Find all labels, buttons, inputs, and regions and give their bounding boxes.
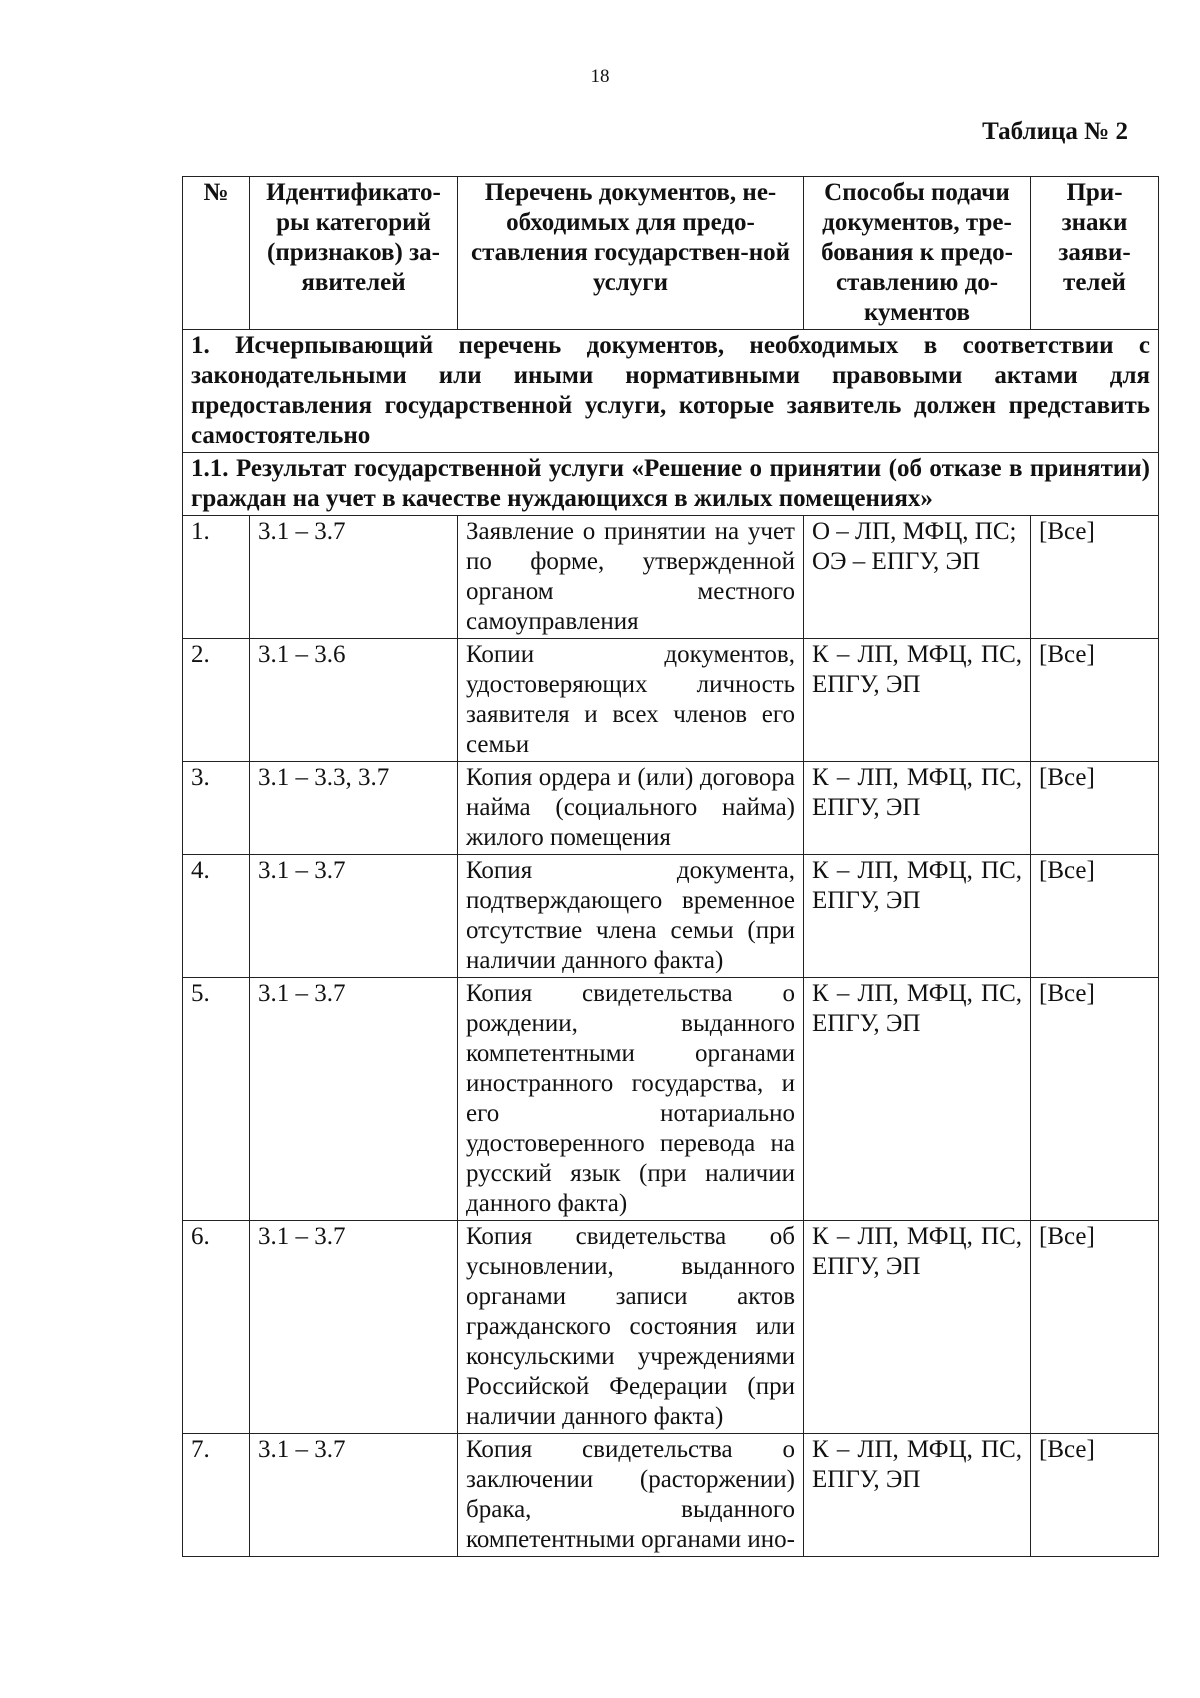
section-1-1-title: 1.1. Результат государственной услуги «Решение о принятии (об отказе в принятии) граждан на учет в качестве нуждающихся в жилых помещениях» xyxy=(183,453,1159,516)
row-methods: К – ЛП, МФЦ, ПС, ЕПГУ, ЭП xyxy=(804,978,1031,1221)
row-number: 6. xyxy=(183,1221,250,1434)
header-submission-methods: Способы подачи документов, тре-бования к предо-ставлению до-кументов xyxy=(804,177,1031,330)
table-row xyxy=(183,855,1159,978)
row-document: Заявление о принятии на учет по форме, утвержденной органом местного самоуправления xyxy=(458,516,804,639)
row-sign: [Все] xyxy=(1031,639,1159,762)
row-methods xyxy=(804,516,1031,639)
table-row xyxy=(183,516,1159,639)
row-sign: [Все] xyxy=(1031,1221,1159,1434)
row-ids: 3.1 – 3.3, 3.7 xyxy=(250,762,458,855)
row-document: Копии документов, удостоверяющих личность заявителя и всех членов его семьи xyxy=(458,639,804,762)
table-header-row xyxy=(183,177,1159,330)
row-ids: 3.1 – 3.6 xyxy=(250,639,458,762)
row-methods: К – ЛП, МФЦ, ПС, ЕПГУ, ЭП xyxy=(804,1434,1031,1557)
row-sign: [Все] xyxy=(1031,516,1159,639)
row-document: Копия ордера и (или) договора найма (социального найма) жилого помещения xyxy=(458,762,804,855)
row-number: 2. xyxy=(183,639,250,762)
row-number: 7. xyxy=(183,1434,250,1557)
row-method-line: ОЭ – ЕПГУ, ЭП xyxy=(812,548,981,575)
row-methods: К – ЛП, МФЦ, ПС, ЕПГУ, ЭП xyxy=(804,639,1031,762)
section-1-title: 1. Исчерпывающий перечень документов, необходимых в соответствии с законодательными или иными нормативными правовыми актами для предоставления государственной услуги, которые заявитель должен представить самостоятельно xyxy=(183,330,1159,453)
row-number: 1. xyxy=(183,516,250,639)
header-applicant-ids: Идентификато-ры категорий (признаков) за-явителей xyxy=(250,177,458,330)
header-applicant-signs: При-знаки заяви-телей xyxy=(1031,177,1159,330)
row-sign: [Все] xyxy=(1031,762,1159,855)
row-document: Копия свидетельства об усыновлении, выданного органами записи актов гражданского состояния или консульскими учреждениями Российской Федерации (при наличии данного факта) xyxy=(458,1221,804,1434)
row-ids: 3.1 – 3.7 xyxy=(250,516,458,639)
row-sign: [Все] xyxy=(1031,855,1159,978)
row-methods: К – ЛП, МФЦ, ПС, ЕПГУ, ЭП xyxy=(804,762,1031,855)
section-row xyxy=(183,330,1159,453)
row-ids: 3.1 – 3.7 xyxy=(250,978,458,1221)
subsection-row xyxy=(183,453,1159,516)
page-number: 18 xyxy=(590,66,610,87)
row-sign: [Все] xyxy=(1031,1434,1159,1557)
row-ids: 3.1 – 3.7 xyxy=(250,855,458,978)
row-document: Копия документа, подтверждающего временное отсутствие члена семьи (при наличии данного факта) xyxy=(458,855,804,978)
table-row xyxy=(183,1434,1159,1557)
row-methods: К – ЛП, МФЦ, ПС, ЕПГУ, ЭП xyxy=(804,1221,1031,1434)
row-document: Копия свидетельства о рождении, выданного компетентными органами иностранного государства, и его нотариально удостоверенного перевода на русский язык (при наличии данного факта) xyxy=(458,978,804,1221)
header-documents: Перечень документов, не-обходимых для предо-ставления государствен-ной услуги xyxy=(458,177,804,330)
table-row xyxy=(183,1221,1159,1434)
row-ids: 3.1 – 3.7 xyxy=(250,1434,458,1557)
table-row xyxy=(183,639,1159,762)
row-number: 4. xyxy=(183,855,250,978)
row-number: 5. xyxy=(183,978,250,1221)
row-methods: К – ЛП, МФЦ, ПС, ЕПГУ, ЭП xyxy=(804,855,1031,978)
table-row xyxy=(183,978,1159,1221)
row-number: 3. xyxy=(183,762,250,855)
row-method-line: О – ЛП, МФЦ, ПС; xyxy=(812,518,1017,545)
row-sign: [Все] xyxy=(1031,978,1159,1221)
table-caption: Таблица № 2 xyxy=(982,118,1128,145)
table-row xyxy=(183,762,1159,855)
documents-table xyxy=(182,176,1159,1557)
row-ids: 3.1 – 3.7 xyxy=(250,1221,458,1434)
header-number: № xyxy=(183,177,250,330)
row-document: Копия свидетельства о заключении (расторжении) брака, выданного компетентными органами ино- xyxy=(458,1434,804,1557)
